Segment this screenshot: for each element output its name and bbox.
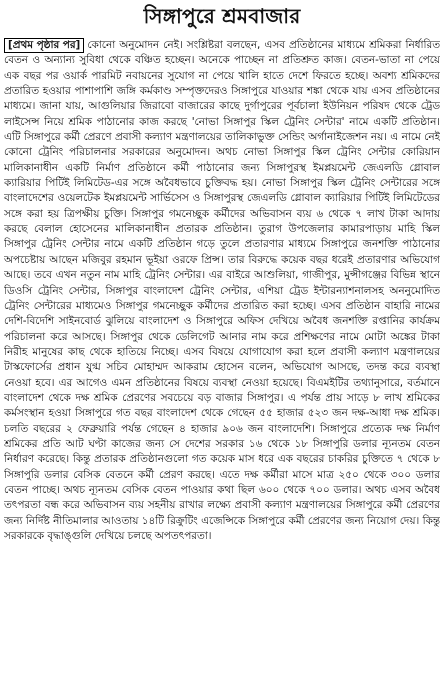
headline-area <box>0 0 444 36</box>
article-paragraph <box>4 38 440 544</box>
article-body <box>4 38 440 690</box>
article-text: কোনো অনুমোদন নেই। সংশ্লিষ্টরা বলছেন, এসব প্রতিষ্ঠানের মাধ্যমে শ্রমিকরা নির্ধারিত বেতন ও অন্যান্য সুবিধা থেকে বঞ্চিত হচ্ছেন। অনেকে পাচ্ছেন না প্রতিশ্রুত কাজ। বেতন-ভাতা না পেয়ে এক বছর পর ওয়ার্ক পারমিট নবায়নের সুযোগ না পেয়ে খালি হাতে দেশে ফিরতে হচ্ছে। অবশ্য শ্রমিকদের প্রতারিত হওয়ার পাশাপাশি জঙ্গি কর্মকাণ্ড সম্পৃক্তদেরও সিঙ্গাপুরে যাওয়ার শঙ্কা থেকে যায় এসব প্রতিষ্ঠানের মাধ্যমে। জানা যায়, আগুলিয়ার জিরাবো বাজারের কাছে দুর্গাপুরের পূর্বচালা ইউনিয়ন পরিষদ থেকে ট্রেড লাইসেন্স নিয়ে শ্রমিক পাঠানোর কাজ করছে 'নোভা সিঙ্গাপুর স্কিল ট্রেনিং সেন্টার' নামে একটি প্রতিষ্ঠান। এটি সিঙ্গাপুরে কর্মী প্রেরণে প্রবাসী কল্যাণ মন্ত্রণালয়ের তালিকাভুক্ত সেন্ডিং অর্গানাইজেশন নয়। এ নামে নেই কোনো ট্রেনিং পরিচালনার সরকারের অনুমোদন। অথচ নোভা সিঙ্গাপুর স্কিল ট্রেনিং সেন্টার কোরিয়ান মালিকানাধীন একটি নির্মাণ প্রতিষ্ঠানে কর্মী পাঠানোর জন্য সিঙ্গাপুরস্থ ইমপ্লয়মেন্ট জেএলডি গ্লোবাল ক্যারিয়ার পিটিই লিমিটেড-এর সঙ্গে অবৈধভাবে চুক্তিবদ্ধ হয়। নোভা সিঙ্গাপুর স্কিল ট্রেনিং সেন্টারের সঙ্গে বাংলাদেশের ওয়েলটেক ইমপ্লয়মেন্ট সার্ভিসেস ও সিঙ্গাপুরস্থ জেএলডি গ্লোবাল ক্যারিয়ার পিটিই লিমিটেডের সঙ্গে করা হয় ত্রিপক্ষীয় চুক্তি। সিঙ্গাপুর গমনেচ্ছুক কর্মীদের অভিবাসন ব্যয় ৬ থেকে ৭ লাখ টাকা আদায় করছে বেলাল হোসেনের মালিকানাধীন প্রতারক প্রতিষ্ঠান। তুরাগ উপজেলার কামারপাড়ায় মাহি স্কিল সিঙ্গাপুর ট্রেনিং সেন্টার নামে একটি প্রতিষ্ঠান গড়ে তুলে প্রতারণার মাধ্যমে সিঙ্গাপুরে জনশক্তি পাঠানোর অপচেষ্টায় আছেন মজিবুর রহমান ভূইয়া ওরফে প্রিন্স। তার বিরুদ্ধে কয়েক বছর ধরেই প্রতারণার অভিযোগ আছে। তবে এখন নতুন নাম মাহি ট্রেনিং সেন্টার। এর বাইরে আশুলিয়া, গাজীপুর, মুন্সীগঞ্জের বিভিন্ন স্থানে ডিওসি ট্রেনিং সেন্টার, সিঙ্গাপুর বাংলাদেশ ট্রেনিং সেন্টার, এশিয়া ট্রেড ইন্টারন্যাশনালসহ অননুমোদিত ট্রেনিং সেন্টারের মাধ্যমেও সিঙ্গাপুর গমনেচ্ছুক কর্মীদের প্রতারিত করা হচ্ছে। এসব প্রতিষ্ঠান বাহারি নামের দেশি-বিদেশি সাইনবোর্ড ঝুলিয়ে বাংলাদেশ ও সিঙ্গাপুরে অফিস দেখিয়ে অবৈধ জনশক্তি রপ্তানির কার্যক্রম পরিচালনা করে আসছে। সিঙ্গাপুর থেকে ডেলিগেট আনার নাম করে প্রশিক্ষণের নামে মোটা অঙ্কের টাকা নিরীহ মানুষের কাছ থেকে হাতিয়ে নিচ্ছে। এসব বিষয়ে যোগাযোগ করা হলে প্রবাসী কল্যাণ মন্ত্রণালয়ের টাস্কফোর্সের প্রধান যুগ্ম সচিব মোহাম্মদ আকরাম হোসেন বলেন, অভিযোগ আসছে, তদন্ত করে ব্যবস্থা নেওয়া হবে। এর আগেও এমন প্রতিষ্ঠানের বিষয়ে ব্যবস্থা নেওয়া হয়েছে। বিএমইটির তথ্যানুসারে, বর্তমানে বাংলাদেশ থেকে দক্ষ শ্রমিক প্রেরণের সবচেয়ে বড় বাজার সিঙ্গাপুর। এ পর্যন্ত প্রায় সাড়ে ৮ লাখ শ্রমিকের কর্মসংস্থান হওয়া সিঙ্গাপুরে গত বছর বাংলাদেশ থেকে গেছেন ৫৫ হাজার ৫২৩ জন দক্ষ-আধা দক্ষ শ্রমিক। চলতি বছরের ২ ফেব্রুয়ারি পর্যন্ত গেছেন ৪ হাজার ৯০৬ জন বাংলাদেশি। সিঙ্গাপুরে প্রত্যেক দক্ষ নির্মাণ শ্রমিকের প্রতি আট ঘণ্টা কাজের জন্য সে দেশের সরকার ১৬ থেকে ১৮ সিঙ্গাপুরি ডলার ন্যূনতম বেতন নির্ধারণ করেছে। কিন্তু প্রতারক প্রতিষ্ঠানগুলো গত কয়েক মাস ধরে এক বছরের চাকরির চুক্তিতে ৭ থেকে ৮ সিঙ্গাপুরি ডলার বেসিক বেতনে কর্মী প্রেরণ করছে। এতে দক্ষ কর্মীরা মাসে মাত্র ২৫০ থেকে ৩০০ ডলার বেতন পাচ্ছে। অথচ ন্যূনতম বেসিক বেতন পাওয়ার কথা ছিল ৬০০ থেকে ৭০০ ডলার। অথচ এসব অবৈধ তৎপরতা বন্ধ করে অভিবাসন ব্যয় সহনীয় রাখার লক্ষ্যে প্রবাসী কল্যাণ মন্ত্রণালয়ের সিঙ্গাপুরে কর্মী প্রেরণের জন্য নির্দিষ্ট নীতিমালার আওতায় ১৪টি রিক্রুটিং এজেন্সিকে সিঙ্গাপুরে কর্মী প্রেরণের জন্য নিয়োগ দেয়। কিন্তু সরকারকে বৃদ্ধাঙ্গুলি দেখিয়ে চলছে অপতৎপরতা। <box>4 39 440 542</box>
headline: সিঙ্গাপুরে শ্রমবাজার <box>143 3 301 28</box>
continued-from-front-page-label: [প্রথম পৃষ্ঠার পর] <box>4 38 84 53</box>
